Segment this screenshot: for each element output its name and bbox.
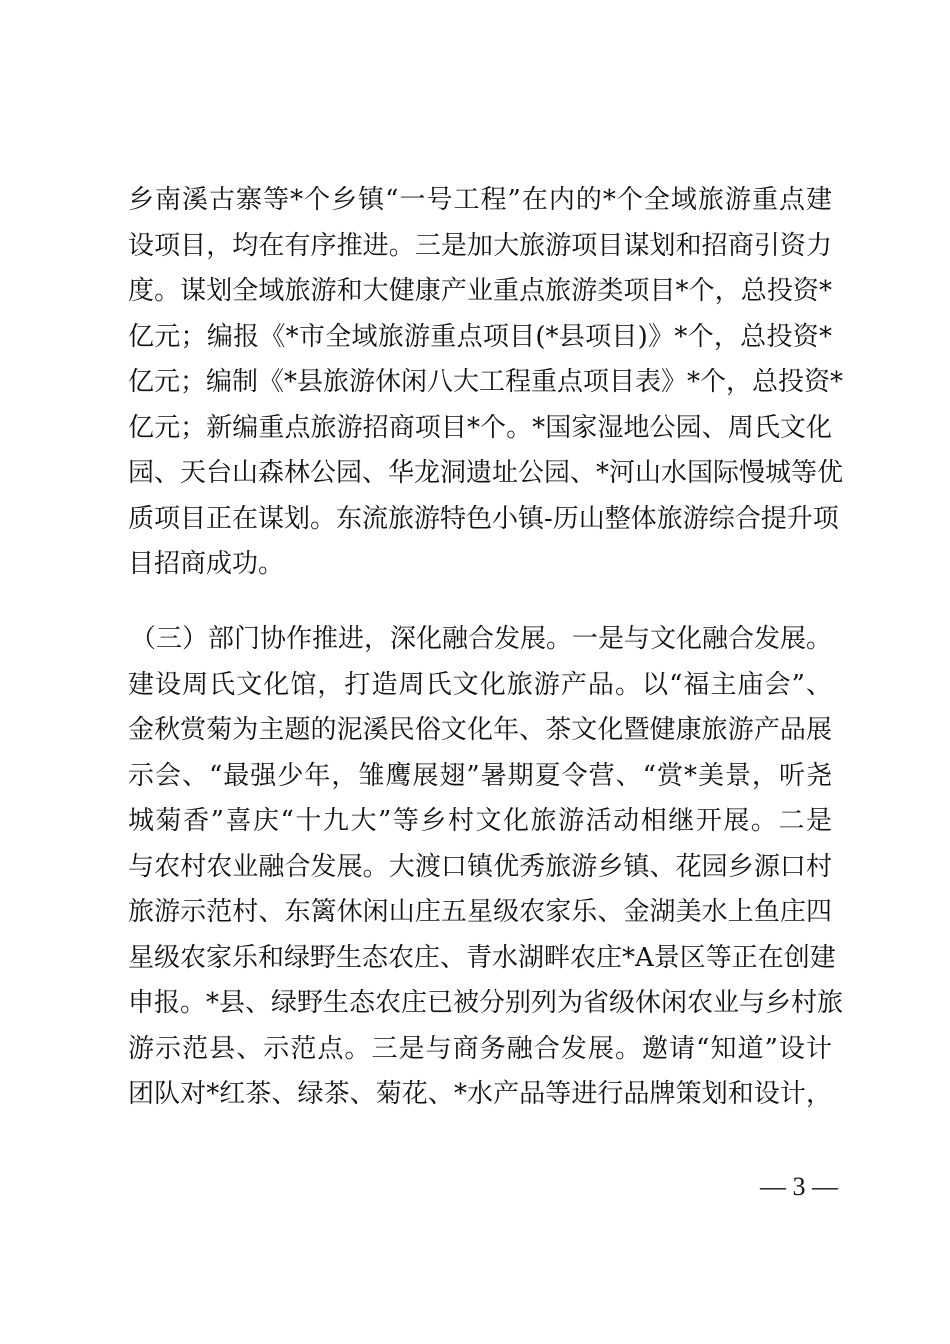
text-line: 园、天台山森林公园、华龙洞遗址公园、*河山水国际慢城等优 bbox=[128, 458, 844, 488]
text-line: 亿元；编报《*市全域旅游重点项目(*县项目)》*个，总投资* bbox=[128, 321, 832, 352]
page-number: — 3 — bbox=[760, 1172, 838, 1201]
text-line: 建设周氏文化馆，打造周氏文化旅游产品。以“福主庙会”、 bbox=[128, 669, 832, 700]
text-line: 示会、“最强少年，雏鹰展翅”暑期夏令营、“赏*美景，听尧 bbox=[128, 760, 832, 791]
text-line: 亿元；编制《*县旅游休闲八大工程重点项目表》*个，总投资* bbox=[128, 367, 844, 397]
text-line: 申报。*县、绿野生态农庄已被分别列为省级休闲农业与乡村旅 bbox=[128, 988, 844, 1018]
paragraph-integration bbox=[128, 617, 844, 1118]
text-line: 旅游示范村、东篱休闲山庄五星级农家乐、金湖美水上鱼庄四 bbox=[128, 897, 832, 927]
text-line: 金秋赏菊为主题的泥溪民俗文化年、茶文化暨健康旅游产品展 bbox=[128, 715, 832, 745]
text-line: 设项目，均在有序推进。三是加大旅游项目谋划和招商引资力 bbox=[128, 230, 832, 261]
paragraph-projects bbox=[128, 178, 844, 588]
text-line: 与农村农业融合发展。大渡口镇优秀旅游乡镇、花园乡源口村 bbox=[128, 851, 832, 882]
text-line: 亿元；新编重点旅游招商项目*个。*国家湿地公园、周氏文化 bbox=[128, 412, 832, 443]
text-line: 乡南溪古寨等*个乡镇“一号工程”在内的*个全域旅游重点建 bbox=[128, 185, 832, 215]
text-line: 目招商成功。 bbox=[128, 549, 285, 579]
text-line: 度。谋划全域旅游和大健康产业重点旅游类项目*个，总投资* bbox=[128, 276, 832, 306]
text-line: 游示范县、示范点。三是与商务融合发展。邀请“知道”设计 bbox=[128, 1033, 832, 1064]
text-line: 城菊香”喜庆“十九大”等乡村文化旅游活动相继开展。二是 bbox=[128, 806, 832, 836]
section-heading-line: （三）部门协作推进，深化融合发展。一是与文化融合发展。 bbox=[130, 624, 833, 654]
text-line: 质项目正在谋划。东流旅游特色小镇-历山整体旅游综合提升项 bbox=[128, 503, 839, 534]
text-line: 星级农家乐和绿野生态农庄、青水湖畔农庄*A景区等正在创建 bbox=[128, 942, 836, 973]
text-line: 团队对*红茶、绿茶、菊花、*水产品等进行品牌策划和设计， bbox=[128, 1079, 832, 1109]
